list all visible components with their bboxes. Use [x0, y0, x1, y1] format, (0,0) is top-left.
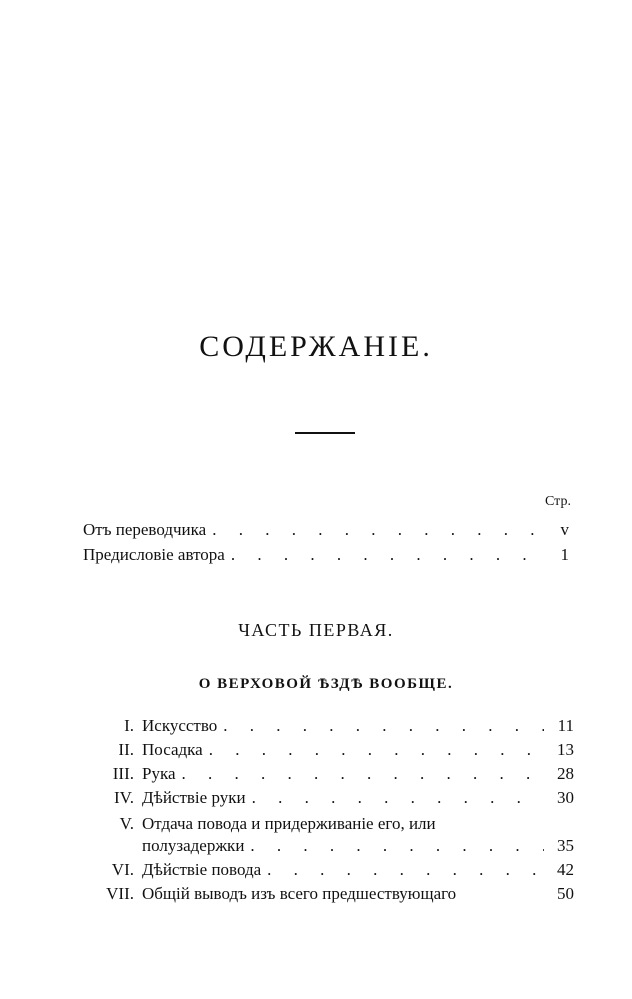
- toc-entry-chapter-5[interactable]: [80, 814, 574, 838]
- toc-entry-page: 11: [557, 716, 574, 735]
- dot-leader: [212, 520, 545, 540]
- dot-leader: [267, 860, 544, 880]
- chapter-number: VII.: [106, 884, 134, 903]
- chapter-number: I.: [124, 716, 134, 735]
- toc-entry-translator[interactable]: [83, 520, 569, 544]
- toc-entry-page: v: [560, 520, 569, 539]
- page-column-label: Стр.: [545, 494, 571, 509]
- toc-entry-title: Дѣйствіе руки: [142, 788, 246, 807]
- toc-entry-page: 1: [560, 545, 569, 564]
- part-subtitle: О ВЕРХОВОЙ ѢЗДѢ ВООБЩЕ.: [198, 676, 454, 692]
- toc-entry-chapter-2[interactable]: [80, 740, 574, 764]
- chapter-number: V.: [119, 814, 134, 833]
- toc-entry-chapter-3[interactable]: [80, 764, 574, 788]
- toc-entry-chapter-7[interactable]: [80, 884, 574, 908]
- chapter-number: IV.: [114, 788, 134, 807]
- dot-leader: [209, 740, 544, 760]
- toc-entry-chapter-6[interactable]: [80, 860, 574, 884]
- dot-leader: [231, 545, 545, 565]
- dot-leader: [223, 716, 544, 736]
- toc-entry-page: 42: [557, 860, 574, 879]
- toc-entry-title: Отъ переводчика: [83, 520, 207, 539]
- toc-entry-title: Предисловіе автора: [83, 545, 225, 564]
- toc-entry-page: 28: [557, 764, 574, 783]
- toc-entry-title-continuation: полузадержки: [142, 836, 245, 855]
- toc-entry-title: Отдача повода и придерживаніе его, или: [142, 814, 436, 833]
- chapter-number: II.: [118, 740, 134, 759]
- toc-entry-title: Рука: [142, 764, 176, 783]
- chapter-number: VI.: [111, 860, 134, 879]
- toc-entry-title: Искусство: [142, 716, 218, 735]
- toc-entry-title: Дѣйствіе повода: [142, 860, 262, 879]
- toc-entry-page: 50: [557, 884, 574, 903]
- toc-entry-title: Посадка: [142, 740, 203, 759]
- page-title: СОДЕРЖАНІЕ.: [199, 330, 433, 363]
- toc-entry-title: Общій выводъ изъ всего предшествующаго: [142, 884, 457, 903]
- toc-entry-page: 13: [557, 740, 574, 759]
- toc-entry-chapter-5-cont[interactable]: [80, 836, 574, 860]
- toc-entry-preface[interactable]: [83, 545, 569, 569]
- dot-leader: [252, 788, 544, 808]
- toc-entry-chapter-1[interactable]: [80, 716, 574, 740]
- toc-entry-page: 30: [557, 788, 574, 807]
- chapter-number: III.: [112, 764, 134, 783]
- toc-entry-page: 35: [557, 836, 574, 855]
- dot-leader: [182, 764, 544, 784]
- part-title: ЧАСТЬ ПЕРВАЯ.: [238, 620, 394, 640]
- toc-entry-chapter-4[interactable]: [80, 788, 574, 812]
- title-divider: [295, 432, 355, 434]
- dot-leader: [250, 836, 544, 856]
